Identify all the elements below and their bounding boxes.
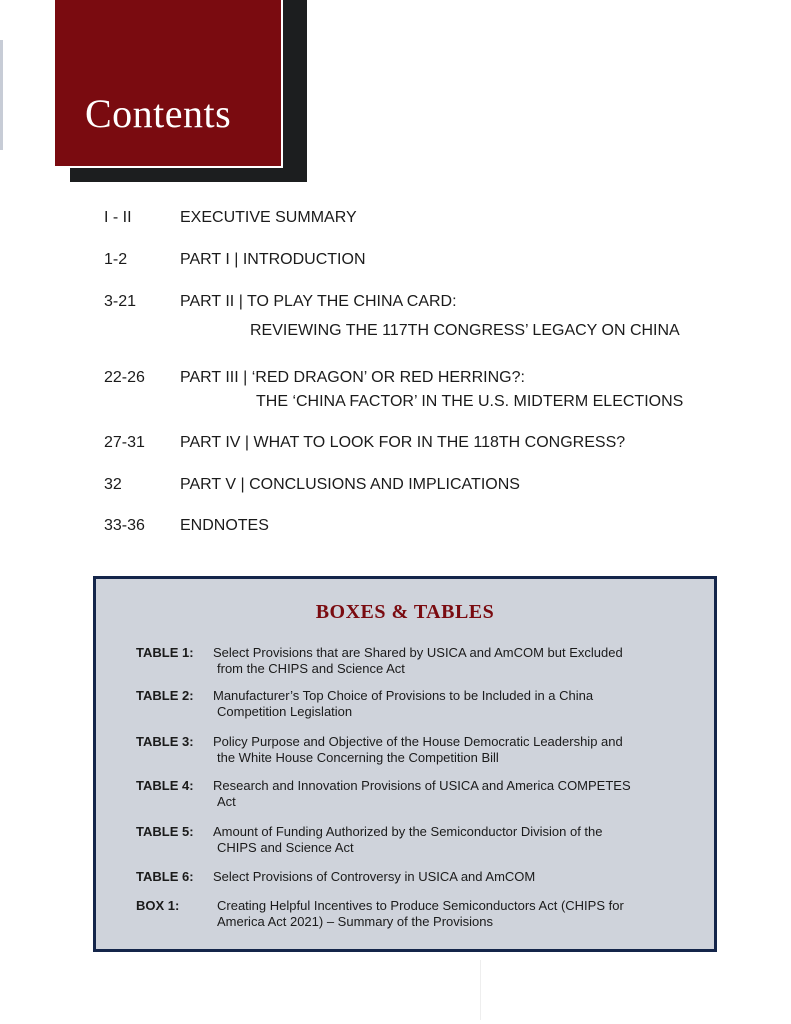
toc-pages: 27-31 bbox=[104, 434, 145, 451]
box-description[interactable] bbox=[213, 645, 623, 677]
box-label: TABLE 6: bbox=[136, 869, 194, 884]
page-title: Contents bbox=[85, 91, 232, 136]
box-desc-line: the White House Concerning the Competition Bill bbox=[217, 750, 499, 765]
toc-title[interactable]: PART I | INTRODUCTION bbox=[180, 251, 366, 268]
box-desc-line: Competition Legislation bbox=[217, 704, 353, 719]
box-label: TABLE 5: bbox=[136, 824, 194, 839]
box-label: BOX 1: bbox=[136, 898, 180, 913]
box-desc-line: Select Provisions that are Shared by USICA and AmCOM but Excluded bbox=[213, 645, 623, 660]
toc-pages: 3-21 bbox=[104, 293, 137, 310]
box-desc-line: America Act 2021) – Summary of the Provisions bbox=[217, 914, 494, 929]
box-desc-line: CHIPS and Science Act bbox=[217, 840, 354, 855]
box-desc-line: Research and Innovation Provisions of USICA and America COMPETES bbox=[213, 778, 631, 793]
title-block bbox=[55, 0, 283, 168]
toc-subtitle[interactable]: REVIEWING THE 117TH CONGRESS’ LEGACY ON CHINA bbox=[250, 322, 680, 339]
toc-pages: 1-2 bbox=[104, 251, 128, 268]
box-description[interactable] bbox=[213, 688, 593, 720]
page-edge-mark bbox=[0, 40, 3, 150]
toc-title[interactable]: ENDNOTES bbox=[180, 517, 269, 534]
toc-pages: I - II bbox=[104, 209, 132, 226]
box-description[interactable] bbox=[213, 824, 603, 856]
toc-pages: 22-26 bbox=[104, 369, 145, 386]
box-desc-line: from the CHIPS and Science Act bbox=[217, 661, 405, 676]
page-divider bbox=[480, 960, 481, 1020]
toc-title[interactable]: EXECUTIVE SUMMARY bbox=[180, 209, 357, 226]
box-label: TABLE 2: bbox=[136, 688, 194, 703]
box-desc-line: Manufacturer’s Top Choice of Provisions to be Included in a China bbox=[213, 688, 594, 703]
box-desc-line: Select Provisions of Controversy in USICA and AmCOM bbox=[213, 869, 536, 884]
box-description[interactable] bbox=[213, 734, 623, 766]
toc-title[interactable]: PART III | ‘RED DRAGON’ OR RED HERRING?: bbox=[180, 369, 525, 386]
boxes-tables-panel bbox=[93, 576, 717, 952]
boxes-tables-heading: BOXES & TABLES bbox=[315, 601, 495, 623]
toc-title[interactable]: PART V | CONCLUSIONS AND IMPLICATIONS bbox=[180, 476, 520, 493]
box-description[interactable] bbox=[217, 898, 624, 930]
box-label: TABLE 3: bbox=[136, 734, 194, 749]
box-description[interactable] bbox=[213, 869, 535, 885]
box-desc-line: Creating Helpful Incentives to Produce Semiconductors Act (CHIPS for bbox=[217, 898, 624, 913]
toc-title[interactable]: PART II | TO PLAY THE CHINA CARD: bbox=[180, 293, 457, 310]
toc-title[interactable]: PART IV | WHAT TO LOOK FOR IN THE 118TH CONGRESS? bbox=[180, 434, 626, 451]
box-desc-line: Policy Purpose and Objective of the House Democratic Leadership and bbox=[213, 734, 623, 749]
box-desc-line: Act bbox=[217, 794, 236, 809]
box-description[interactable] bbox=[213, 778, 631, 810]
toc-pages: 32 bbox=[104, 476, 122, 493]
box-label: TABLE 4: bbox=[136, 778, 194, 793]
toc-pages: 33-36 bbox=[104, 517, 145, 534]
toc-subtitle[interactable]: THE ‘CHINA FACTOR’ IN THE U.S. MIDTERM ELECTIONS bbox=[256, 393, 684, 410]
box-label: TABLE 1: bbox=[136, 645, 194, 660]
box-desc-line: Amount of Funding Authorized by the Semiconductor Division of the bbox=[213, 824, 603, 839]
